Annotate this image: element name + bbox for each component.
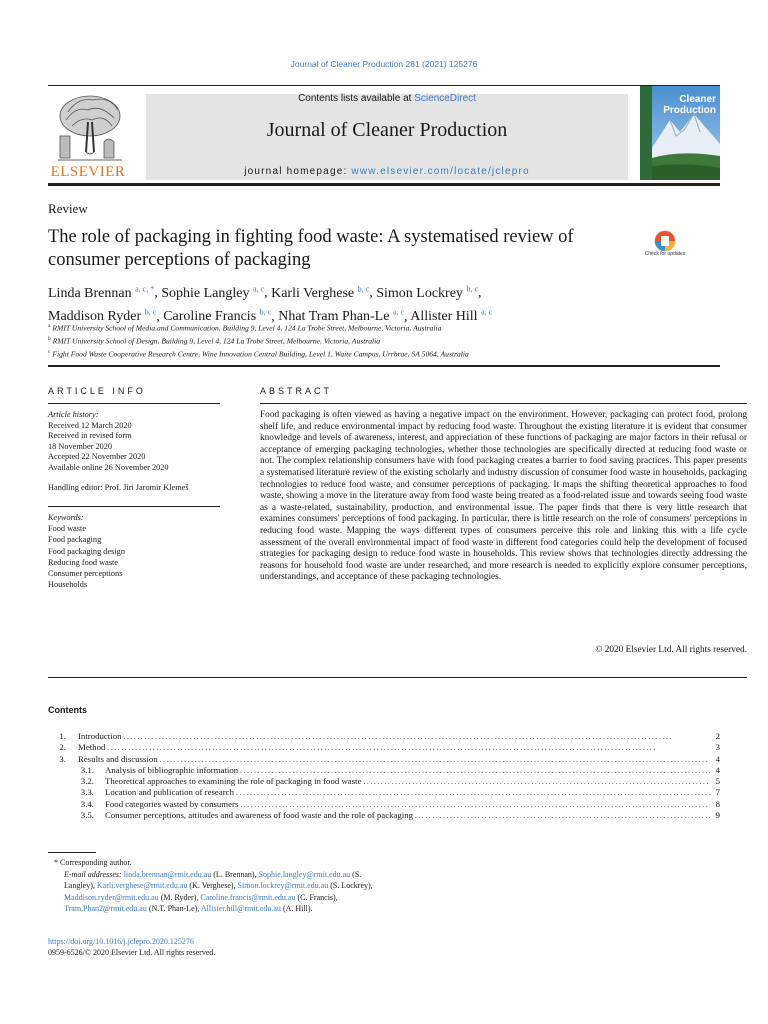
article-title: The role of packaging in fighting food waste: A systematised review of consumer perceptions of packaging: [48, 227, 574, 270]
email-owner: (S. Lockrey): [330, 881, 371, 890]
issn-copyright: 0959-6526/© 2020 Elsevier Ltd. All rights reserved.: [48, 948, 216, 957]
email-owner: (N.T. Phan-Le): [148, 904, 198, 913]
contents-available-line: [146, 93, 628, 104]
toc-item-3-1[interactable]: 3.1. Analysis of bibliographic information . . . 4: [48, 765, 720, 776]
author[interactable]: Linda Brennan $^{a, c, *}$: [48, 284, 155, 301]
abstract-rule: [260, 403, 747, 404]
toc-item-3-5[interactable]: 3.5. Consumer perceptions, attitudes and awareness of food waste and the role of packaging . . . 9: [48, 810, 720, 821]
history-item: Accepted 22 November 2020: [48, 452, 146, 461]
history-item: 18 November 2020: [48, 441, 113, 451]
footnotes: * Corresponding author. E-mail addresses: linda.brennan@rmit.edu.au (L. Brennan), Sophie.langley@rmit.edu.au (S. Langley), Karli.verghese@rmit.edu.au (K. Verghese), Simon.lockrey@rmit.edu.au (S. Lockrey), Maddison.ryder@rmit.edu.au (M. Ryder), Caroline.francis@rmit.edu.au (C. Francis), Tram.Phan2@rmit.edu.au (N.T. Phan-Le), Allister.hill@rmit.edu.au (A. Hill).: [48, 857, 378, 915]
cover-title-line-2: Production: [663, 105, 716, 116]
history-label: Article history:: [48, 410, 99, 419]
header-bottom-rule: [48, 183, 720, 186]
journal-name: Journal of Cleaner Production: [266, 119, 508, 141]
email-link[interactable]: Allister.hill@rmit.edu.au: [200, 904, 281, 913]
contents-prefix: Contents lists available at: [298, 93, 415, 104]
keywords-rule: [48, 506, 220, 507]
email-link[interactable]: linda.brennan@rmit.edu.au: [123, 869, 212, 879]
email-owner: (M. Ryder): [160, 892, 197, 902]
sciencedirect-link[interactable]: ScienceDirect: [414, 93, 476, 104]
check-for-updates-label: Check for updates: [644, 251, 686, 257]
cover-title-line-1: Cleaner: [679, 94, 716, 105]
homepage-label: journal homepage:: [244, 166, 352, 177]
corresponding-author-note: * Corresponding author.: [54, 858, 132, 867]
email-link[interactable]: Sophie.langley@rmit.edu.au: [258, 869, 351, 879]
affiliation: $^a$ RMIT University School of Media and Communication, Building 9, Level 4, 124 La Trobe Street, Melbourne, Victoria, Australia: [48, 323, 442, 333]
contents-heading: Contents: [48, 705, 87, 715]
info-top-rule: [48, 365, 720, 367]
affiliation: $^c$ Fight Food Waste Cooperative Research Centre, Wine Innovation Central Building, Level 1, Waite Campus, Urrbrae, SA 5064, Australia: [48, 349, 469, 359]
handling-editor: Handling editor: Prof. Jiri Jaromir Klemeš: [48, 483, 189, 492]
article-type: Review: [48, 201, 88, 216]
affiliations: [48, 321, 648, 360]
author[interactable]: Maddison Ryder $^{b, c}$: [48, 307, 157, 325]
email-owner: (K. Verghese): [189, 881, 234, 890]
keywords-block: [48, 512, 220, 590]
author[interactable]: Karli Verghese $^{b, c}$: [271, 284, 370, 301]
abstract-heading: ABSTRACT: [260, 386, 333, 396]
author[interactable]: Sophie Langley $^{a, c}$: [161, 284, 265, 301]
toc-item-introduction[interactable]: 1. Introduction . . . 2: [48, 731, 720, 742]
email-owner: (L. Brennan): [213, 869, 255, 879]
journal-citation-link[interactable]: Journal of Cleaner Production 281 (2021) 125276: [290, 59, 478, 69]
article-info-rule: [48, 403, 220, 404]
email-link[interactable]: Karli.verghese@rmit.edu.au: [96, 881, 188, 890]
toc-item-3-2[interactable]: 3.2. Theoretical approaches to examining the role of packaging in food waste . . . 5: [48, 776, 720, 787]
contents-top-rule: [48, 677, 747, 678]
keyword: Food packaging design: [48, 546, 125, 556]
toc-item-3-3[interactable]: 3.3. Location and publication of research . . . 7: [48, 787, 720, 798]
article-info-heading: ARTICLE INFO: [48, 386, 146, 396]
author[interactable]: Nhat Tram Phan-Le $^{a, c}$: [278, 307, 405, 325]
keyword: Reducing food waste: [48, 557, 119, 567]
email-link[interactable]: Simon.lockrey@rmit.edu.au: [237, 881, 329, 890]
header-top-rule: [48, 85, 720, 86]
email-link[interactable]: Tram.Phan2@rmit.edu.au: [64, 904, 147, 913]
author[interactable]: Simon Lockrey $^{b, c}$: [376, 284, 478, 301]
keyword: Households: [48, 580, 88, 590]
author[interactable]: Allister Hill $^{a, c}$: [410, 307, 493, 325]
footnote-rule: [48, 852, 96, 853]
email-link[interactable]: Maddison.ryder@rmit.edu.au: [64, 892, 159, 902]
toc-item-3-4[interactable]: 3.4. Food categories wasted by consumers . . . 8: [48, 799, 720, 810]
journal-homepage-line: [146, 166, 628, 177]
affiliation: $^b$ RMIT University School of Design, Building 9, Level 4, 124 La Trobe Street, Melbourne, Victoria, Australia: [48, 336, 381, 346]
keywords-label: Keywords:: [48, 513, 84, 522]
history-item: Received 12 March 2020: [48, 420, 132, 430]
email-label: E-mail addresses:: [64, 869, 122, 879]
email-owner: (A. Hill).: [282, 904, 313, 913]
elsevier-wordmark: ELSEVIER: [50, 164, 126, 180]
abstract-copyright: © 2020 Elsevier Ltd. All rights reserved.: [595, 645, 747, 655]
email-link[interactable]: Caroline.francis@rmit.edu.au: [200, 892, 296, 902]
history-item: Received in revised form: [48, 431, 132, 440]
keyword: Consumer perceptions: [48, 569, 123, 579]
author[interactable]: Caroline Francis $^{b, c}$: [163, 307, 272, 325]
keyword: Food packaging: [48, 535, 102, 545]
check-for-updates-badge[interactable]: [645, 229, 685, 269]
table-of-contents: [48, 731, 720, 821]
abstract-text: Food packaging is often viewed as having a negative impact on the environment. However, packaging can protect food, prolong shelf life, and reduce environmental impact by reducing food waste. Throughout the existing literature it is evident that consumer knowledge and levels of awareness, interest, and appreciation of these functions of packaging are major factors in their refusal or acceptance of emerging packaging technologies, whether those technologies are specifically directed at reducing food waste or not. The complex relationship consumers have with food packaging creates a barrier to food saving practices. This paper presents a systematised literature review of the existing scholarly and industry discussion of consumer food waste in households, packaging technologies to reduce food waste, and consumer perceptions of packaging. It maps the shifting theoretical approaches to food waste, showing a move in the literature away from food waste being treated as a food-related issue and towards seeing food waste as a waste-related, sustainability, production, and environmental issue. The paper finds that there is very little research that examines consumers' perceptions of food packaging. In particular, there is little research on the role of consumers' perceptions in reducing food waste. Mapping the ways different types of consumers perceive this role and linking this with a life cycle assessment of the overall environmental impact of food waste in different food categories could help the development of focused strategies for packaging design to reduce food waste in households. This review shows that technologies directly addressing the reasons for household food waste are under researched, and more research is needed to explicitly explore consumer perceptions, understandings, and acceptance of these packaging technologies.: [260, 410, 747, 583]
toc-item-results[interactable]: 3. Results and discussion . . . 4: [48, 754, 720, 765]
email-owner: (C. Francis): [297, 892, 336, 902]
journal-cover-image[interactable]: [640, 86, 720, 180]
history-item: Available online 26 November 2020: [48, 462, 169, 472]
article-history: [48, 410, 220, 494]
homepage-link[interactable]: www.elsevier.com/locate/jclepro: [351, 166, 530, 177]
author-list: Linda Brennan $^{a, c, *}$, Sophie Langley $^{a, c}$, Karli Verghese $^{b, c}$, Simon Lockrey $^{b, c}$, Maddison Ryder $^{b, c}$, Caroline Francis $^{b, c}$, Nhat Tram Phan-Le $^{a, c}$, Allister Hill $^{a, c}$: [48, 284, 493, 325]
doi-link[interactable]: https://doi.org/10.1016/j.jclepro.2020.125276: [48, 937, 194, 946]
toc-item-method[interactable]: 2. Method . . . 3: [48, 742, 720, 753]
keyword: Food waste: [48, 524, 87, 534]
email-owner: (S. Langley): [64, 869, 362, 890]
